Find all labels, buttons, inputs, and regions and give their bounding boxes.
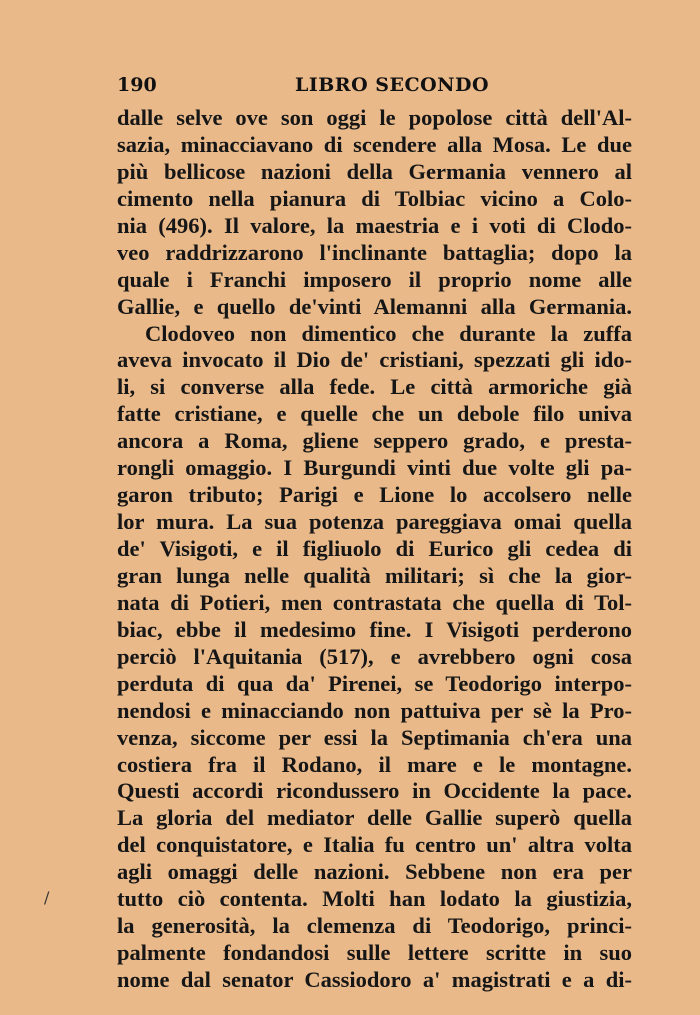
text-line: nata di Potieri, men contrastata che quella di Tol- [117,589,633,615]
text-line: veo raddrizzarono l'inclinante battaglia; dopo la [117,239,633,265]
text-line: rongli omaggio. I Burgundi vinti due volte gli pa- [117,455,633,481]
text-line: dalle selve ove son oggi le popolose città dell'Al- [117,105,633,130]
text-line: palmente fondandosi sulle lettere scritte in suo [117,940,633,966]
page-header [117,74,632,104]
margin-mark: / [44,888,50,907]
text-line: nome dal senator Cassiodoro a' magistrati e a di- [117,967,633,992]
text-line: perduta di qua da' Pirenei, se Teodorigo interpo- [117,670,633,696]
text-line: fatte cristiane, e quelle che un debole filo univa [117,401,633,427]
text-line: garon tributo; Parigi e Lione lo accolsero nelle [117,482,633,508]
text-line: li, si converse alla fede. Le città armoriche già [117,374,632,400]
text-line: cimento nella pianura di Tolbiac vicino a Colo- [117,185,632,211]
text-line: nia (496). Il valore, la maestria e i voti di Clodo- [117,212,632,238]
text-line: più bellicose nazioni della Germania vennero al [117,158,633,184]
text-line: La gloria del mediator delle Gallie superò quella [117,805,632,831]
text-line: sazia, minacciavano di scendere alla Mosa. Le due [117,131,632,157]
text-line: venza, siccome per essi la Septimania ch'era una [117,724,633,750]
text-line: ancora a Roma, gliene seppero grado, e presta- [117,428,632,454]
text-line: tutto ciò contenta. Molti han lodato la giustizia, [117,886,632,912]
text-line: gran lunga nelle qualità militari; sì che la gior- [117,562,632,588]
body-text [117,105,637,994]
text-line: la generosità, la clemenza di Teodorigo, princi- [117,913,632,939]
running-title: LIBRO SECONDO [295,74,490,96]
text-line: del conquistatore, e Italia fu centro un' altra volta [117,832,632,858]
text-line: agli omaggi delle nazioni. Sebbene non era per [117,859,633,885]
text-line: perciò l'Aquitania (517), e avrebbero ogni cosa [117,643,632,669]
text-line: biac, ebbe il medesimo fine. I Visigoti perderono [117,616,632,642]
text-line: de' Visigoti, e il figliuolo di Eurico gli cedea di [117,536,632,561]
text-line: quale i Franchi imposero il proprio nome alle [117,266,633,292]
page-number: 190 [117,74,157,96]
text-line: costiera fra il Rodano, il mare e le montagne. [117,751,632,777]
text-line: aveva invocato il Dio de' cristiani, spezzati gli ido- [117,347,632,373]
text-line: Clodoveo non dimentico che durante la zuffa [145,320,632,346]
text-line: Questi accordi ricondussero in Occidente la pace. [117,778,632,804]
text-line: nendosi e minacciando non pattuiva per sè la Pro- [117,697,633,723]
text-line: Gallie, e quello de'vinti Alemanni alla Germania. [117,293,633,319]
text-line: lor mura. La sua potenza pareggiava omai quella [117,509,633,535]
